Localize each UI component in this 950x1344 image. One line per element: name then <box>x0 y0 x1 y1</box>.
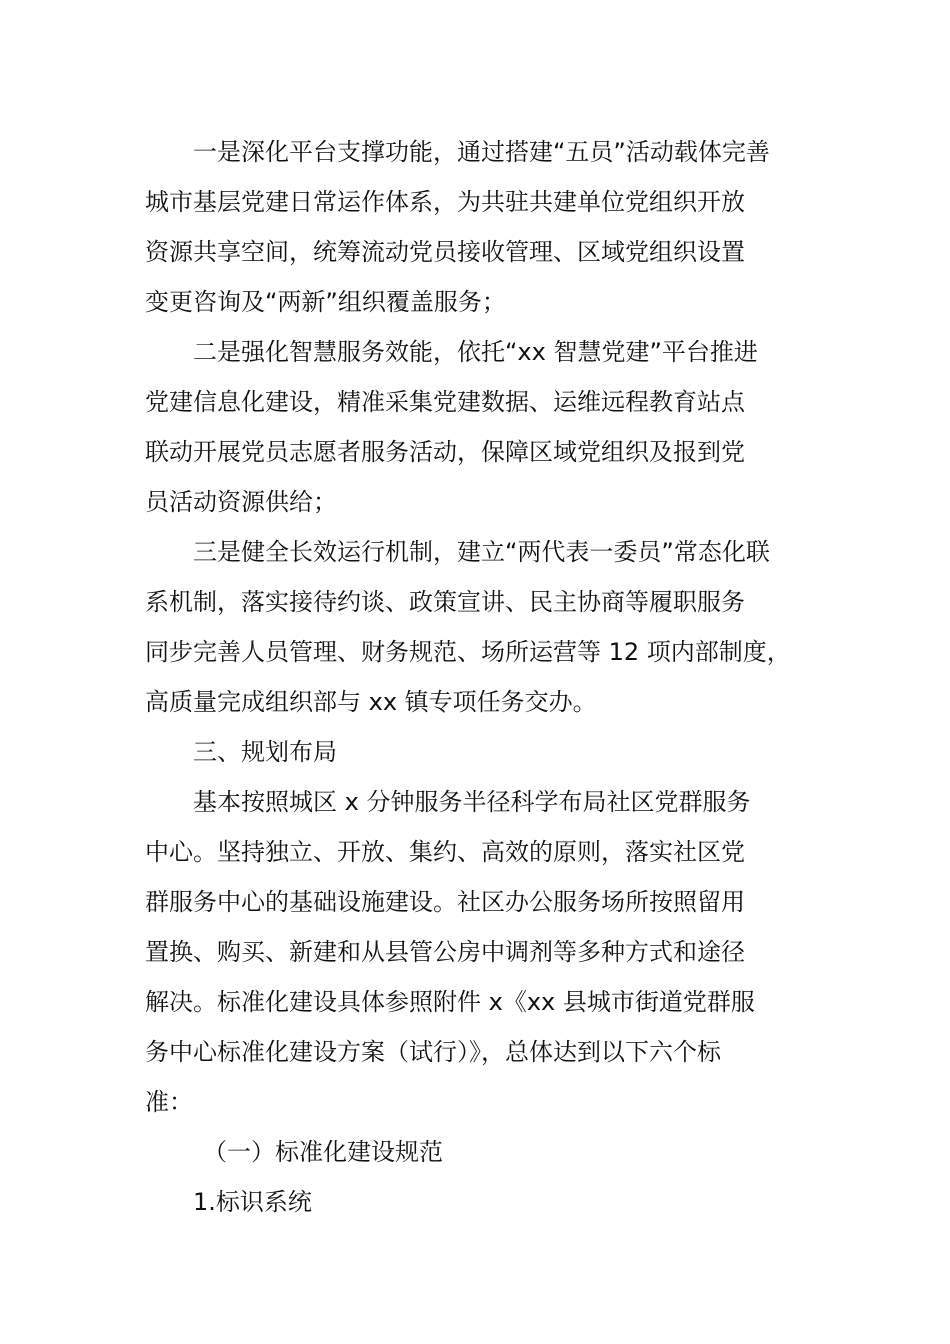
paragraph-line: 城市基层党建日常运作体系，为共驻共建单位党组织开放 <box>145 188 745 216</box>
section-heading: 三、规划布局 <box>193 738 337 766</box>
subsection-heading: （一）标准化建设规范 <box>203 1138 443 1166</box>
paragraph-line: 中心。坚持独立、开放、集约、高效的原则，落实社区党 <box>145 838 745 866</box>
paragraph-line: 基本按照城区 x 分钟服务半径科学布局社区党群服务 <box>193 788 751 816</box>
paragraph-line: 员活动资源供给； <box>145 488 337 516</box>
paragraph-line: 一是深化平台支撑功能，通过搭建“五员”活动载体完善 <box>193 138 770 166</box>
paragraph-line: 党建信息化建设，精准采集党建数据、运维远程教育站点 <box>145 388 745 416</box>
paragraph-line: 三是健全长效运行机制，建立“两代表一委员”常态化联 <box>193 538 770 566</box>
paragraph-line: 系机制，落实接待约谈、政策宣讲、民主协商等履职服务 <box>145 588 745 616</box>
document-body <box>145 127 835 1227</box>
item-heading: 1.标识系统 <box>193 1188 312 1216</box>
paragraph-line: 群服务中心的基础设施建设。社区办公服务场所按照留用 <box>145 888 745 916</box>
paragraph-line: 资源共享空间，统筹流动党员接收管理、区域党组织设置 <box>145 238 745 266</box>
paragraph-line: 二是强化智慧服务效能，依托“xx 智慧党建”平台推进 <box>193 338 758 366</box>
paragraph-line: 准： <box>145 1088 193 1116</box>
paragraph-line: 置换、购买、新建和从县管公房中调剂等多种方式和途径 <box>145 938 745 966</box>
paragraph-line: 变更咨询及“两新”组织覆盖服务； <box>145 288 506 316</box>
paragraph-line: 高质量完成组织部与 xx 镇专项任务交办。 <box>145 688 597 716</box>
paragraph-line: 解决。标准化建设具体参照附件 x《xx 县城市街道党群服 <box>145 988 755 1016</box>
paragraph-line: 联动开展党员志愿者服务活动，保障区域党组织及报到党 <box>145 438 745 466</box>
paragraph-line: 务中心标准化建设方案（试行）》，总体达到以下六个标 <box>145 1038 721 1066</box>
paragraph-line: 同步完善人员管理、财务规范、场所运营等 12 项内部制度， <box>145 638 791 666</box>
